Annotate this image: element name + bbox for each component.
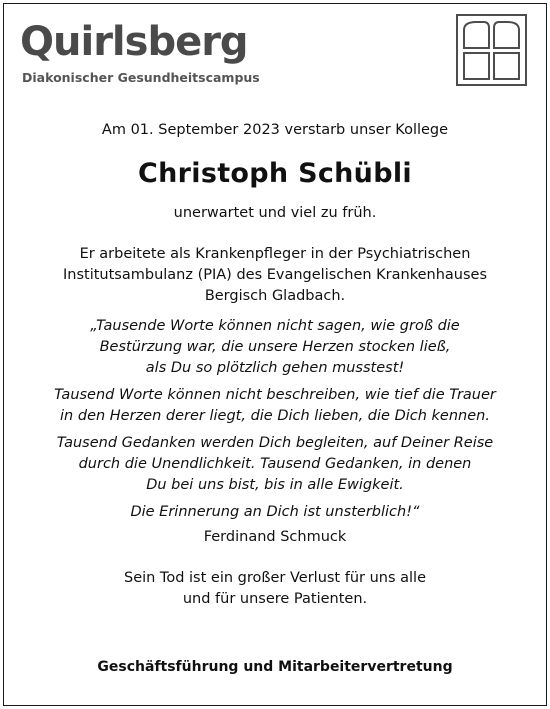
quote-line: „Tausende Worte können nicht sagen, wie groß die xyxy=(90,318,460,334)
quote-line: Die Erinnerung an Dich ist unsterblich!“ xyxy=(130,504,420,520)
quote-paragraph xyxy=(0,502,550,523)
quote-paragraph xyxy=(0,433,550,496)
quote-paragraph xyxy=(0,316,550,379)
description-line: Er arbeitete als Krankenpfleger in der Psychiatrischen xyxy=(79,246,471,262)
description-line: Bergisch Gladbach. xyxy=(204,288,346,304)
quote-line: Du bei uns bist, bis in alle Ewigkeit. xyxy=(146,477,404,493)
quote-line: als Du so plötzlich gehen musstest! xyxy=(145,360,405,376)
quote-paragraph xyxy=(0,385,550,427)
logo-wordmark: Quirlsberg xyxy=(20,19,248,65)
quote-line: durch die Unendlichkeit. Tausend Gedanken, in denen xyxy=(78,456,472,472)
subline-text: unerwartet und viel zu früh. xyxy=(173,205,377,221)
quote-author: Ferdinand Schmuck xyxy=(203,529,347,545)
quote-line: Bestürzung war, die unsere Herzen stocken ließ, xyxy=(99,339,451,355)
intro-text: Am 01. September 2023 verstarb unser Kollege xyxy=(101,122,449,138)
signature-footer: Geschäftsführung und Mitarbeitervertretung xyxy=(97,659,453,675)
window-cross-emblem-icon xyxy=(456,14,527,86)
quote-line: Tausend Gedanken werden Dich begleiten, auf Deiner Reise xyxy=(56,435,494,451)
closing-line: und für unsere Patienten. xyxy=(182,591,368,607)
logo-tagline: Diakonischer Gesundheitscampus xyxy=(22,70,260,85)
quote-line: in den Herzen derer liegt, die Dich lieben, die Dich kennen. xyxy=(60,408,490,424)
memorial-quote xyxy=(0,316,550,529)
description-line: Institutsambulanz (PIA) des Evangelischen Krankenhauses xyxy=(63,267,487,283)
quote-line: Tausend Worte können nicht beschreiben, wie tief die Trauer xyxy=(54,387,496,403)
deceased-name: Christoph Schübli xyxy=(138,158,412,189)
closing-line: Sein Tod ist ein großer Verlust für uns alle xyxy=(123,570,426,586)
description-block xyxy=(0,244,550,307)
closing-block xyxy=(0,568,550,610)
